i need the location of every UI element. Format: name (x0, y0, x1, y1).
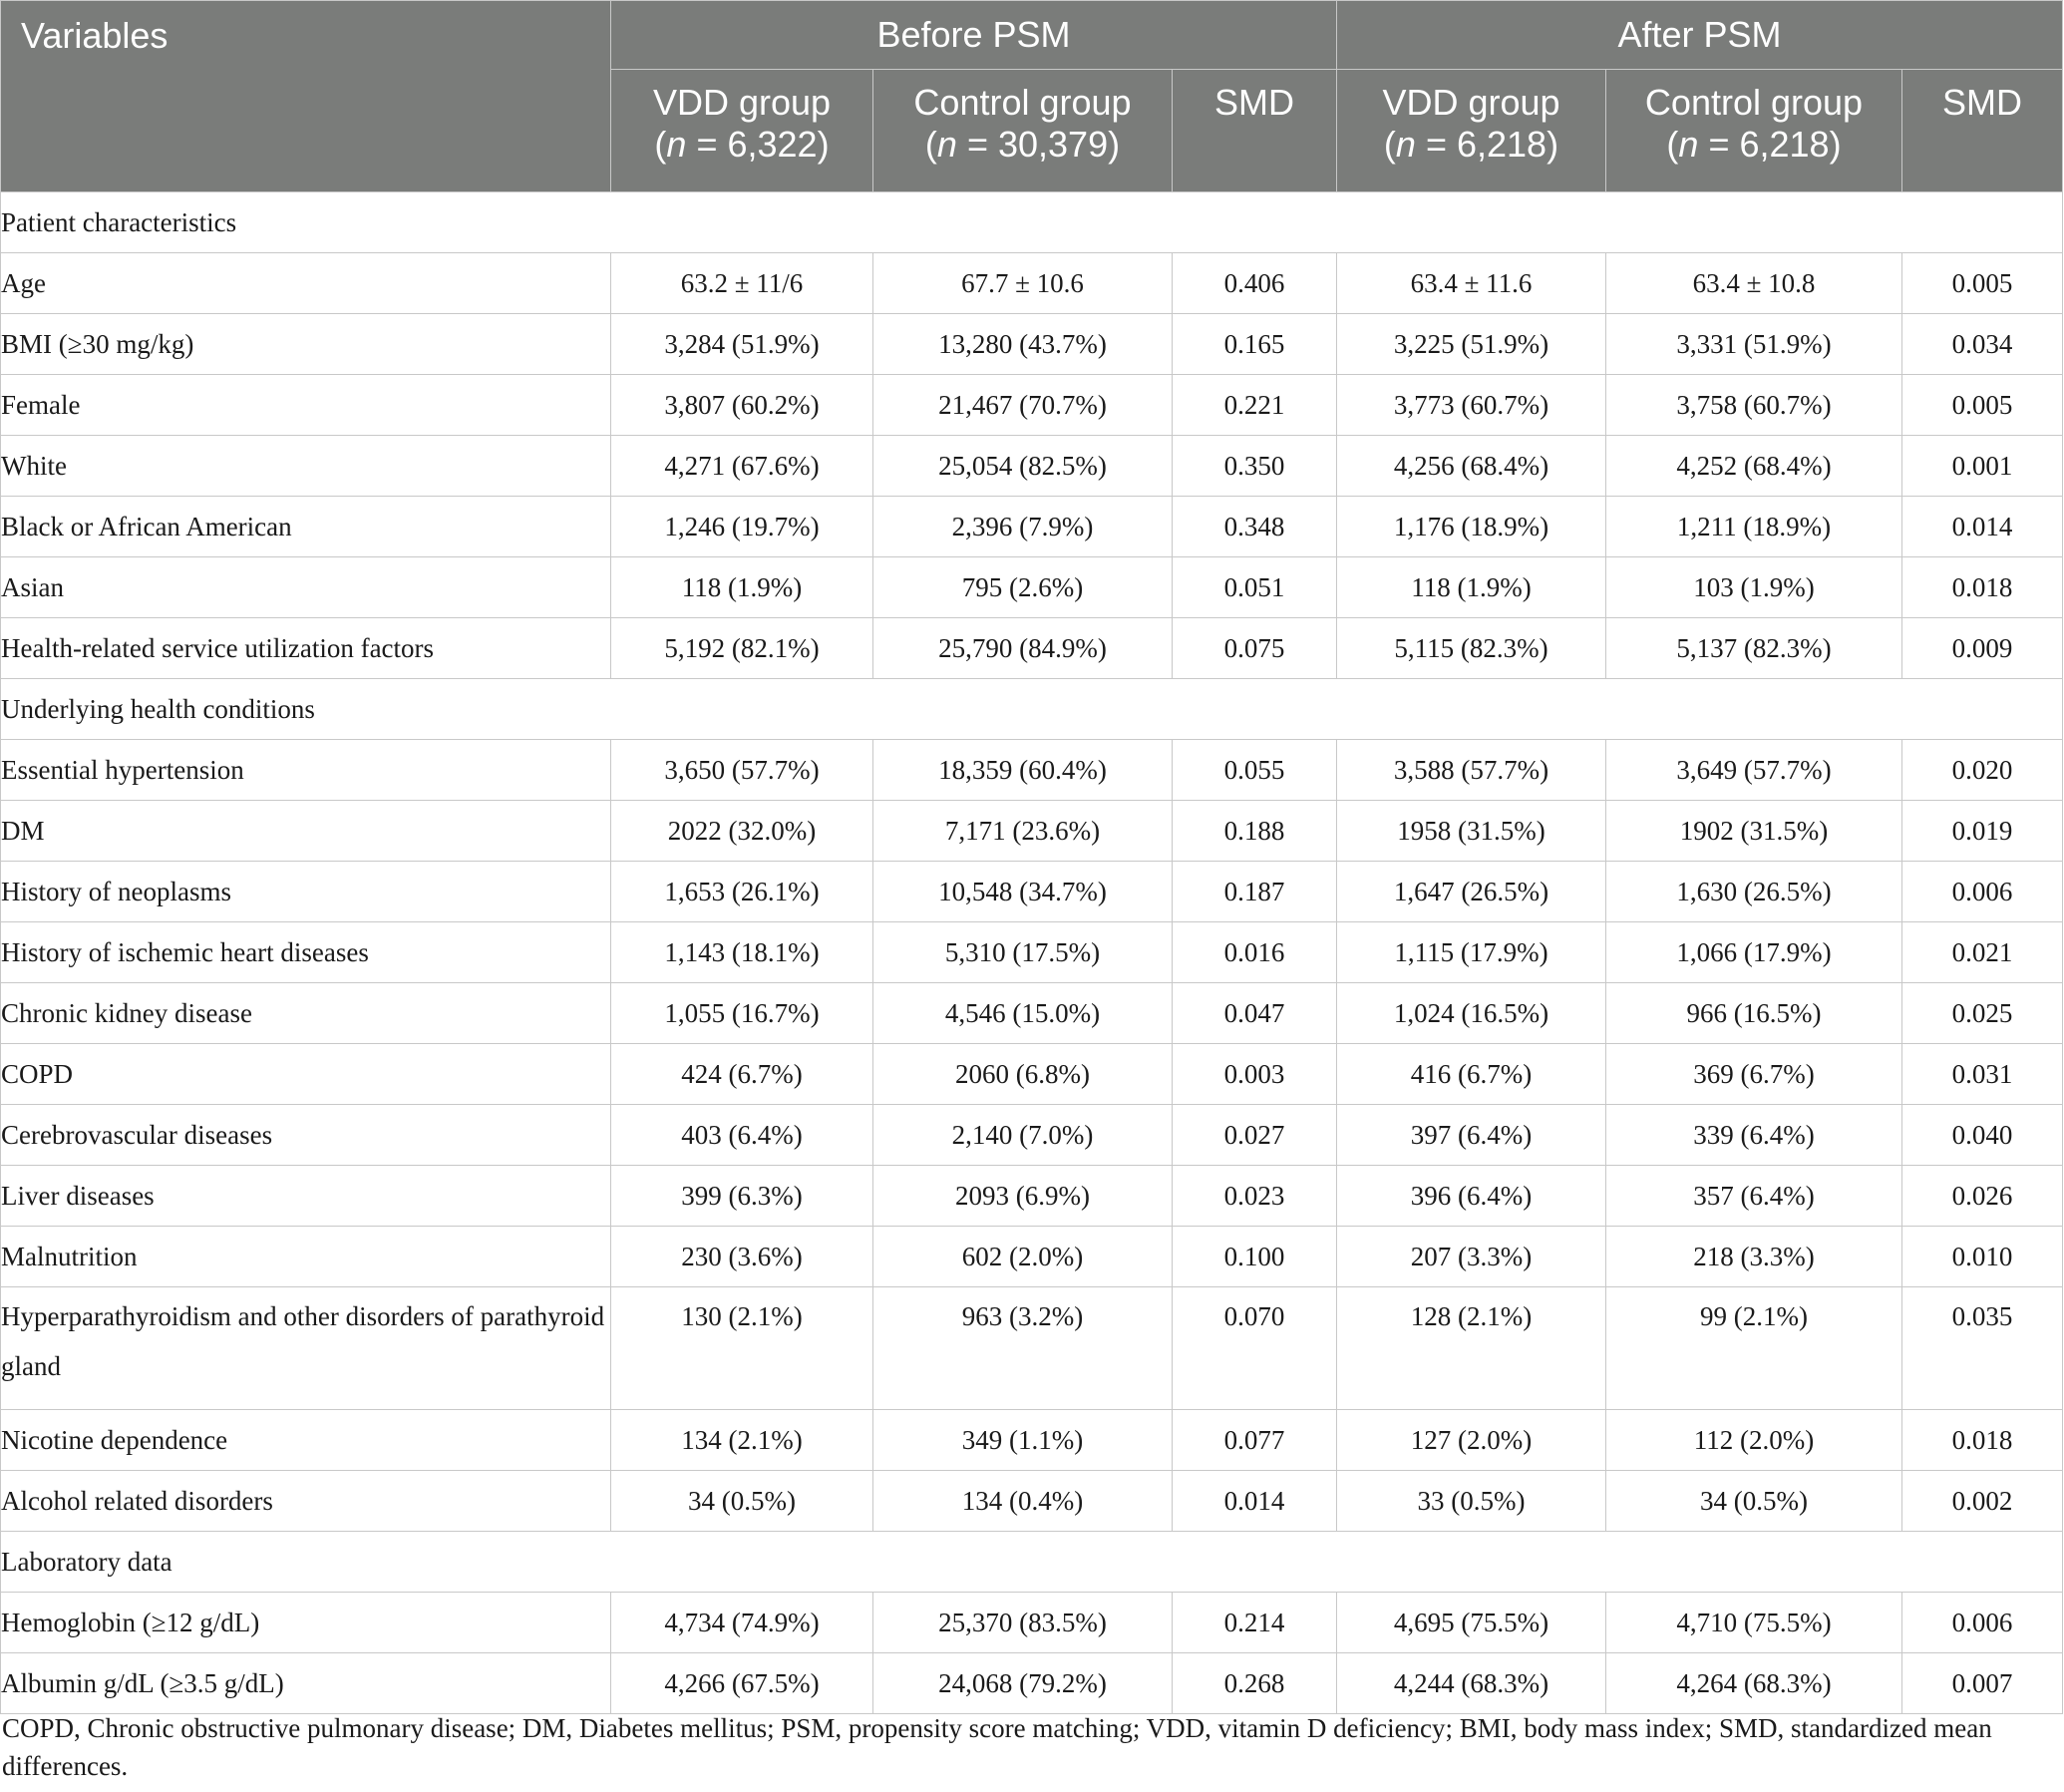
table-row (1, 1227, 2063, 1287)
cell-vdd-after: 416 (6.7%) (1337, 1044, 1606, 1105)
cell-control-after: 5,137 (82.3%) (1606, 618, 1902, 679)
cell-vdd-after: 1,647 (26.5%) (1337, 862, 1606, 922)
table-row (1, 557, 2063, 618)
cell-control-before: 25,370 (83.5%) (873, 1593, 1173, 1653)
header-after-psm: After PSM (1337, 1, 2063, 70)
cell-vdd-before: 230 (3.6%) (611, 1227, 873, 1287)
cell-vdd-after: 396 (6.4%) (1337, 1166, 1606, 1227)
cell-vdd-after: 63.4 ± 11.6 (1337, 253, 1606, 314)
cell-control-after: 3,331 (51.9%) (1606, 314, 1902, 375)
section-title: Laboratory data (1, 1532, 2063, 1593)
header-vdd-after-n: = 6,218) (1415, 124, 1559, 165)
table-footnote: COPD, Chronic obstructive pulmonary disease; DM, Diabetes mellitus; PSM, propensity score matching; VDD, vitamin D deficiency; BMI, body mass index; SMD, standardized mean differences. (2, 1713, 1992, 1781)
cell-smd-after: 0.006 (1902, 1593, 2063, 1653)
cell-vdd-before: 403 (6.4%) (611, 1105, 873, 1166)
table-row (1, 983, 2063, 1044)
cell-variable: DM (1, 801, 611, 862)
cell-smd-before: 0.077 (1173, 1410, 1337, 1471)
cell-smd-before: 0.014 (1173, 1471, 1337, 1532)
cell-control-after: 63.4 ± 10.8 (1606, 253, 1902, 314)
header-n-symbol: n (1678, 124, 1699, 165)
table-row (1, 740, 2063, 801)
header-control-before-label: Control group (913, 82, 1132, 123)
cell-control-before: 25,054 (82.5%) (873, 436, 1173, 497)
cell-vdd-after: 33 (0.5%) (1337, 1471, 1606, 1532)
cell-smd-after: 0.040 (1902, 1105, 2063, 1166)
cell-smd-before: 0.075 (1173, 618, 1337, 679)
cell-vdd-after: 1,024 (16.5%) (1337, 983, 1606, 1044)
header-n-symbol: n (1395, 124, 1416, 165)
cell-vdd-before: 3,650 (57.7%) (611, 740, 873, 801)
cell-control-before: 963 (3.2%) (873, 1287, 1173, 1410)
cell-smd-before: 0.165 (1173, 314, 1337, 375)
cell-control-before: 2,140 (7.0%) (873, 1105, 1173, 1166)
table-body (1, 192, 2063, 1714)
header-vdd-before: VDD group (n = 6,322) (611, 70, 873, 192)
cell-control-after: 4,252 (68.4%) (1606, 436, 1902, 497)
cell-vdd-after: 3,225 (51.9%) (1337, 314, 1606, 375)
cell-control-after: 966 (16.5%) (1606, 983, 1902, 1044)
cell-control-after: 218 (3.3%) (1606, 1227, 1902, 1287)
table-row (1, 1044, 2063, 1105)
cell-vdd-before: 118 (1.9%) (611, 557, 873, 618)
cell-smd-before: 0.100 (1173, 1227, 1337, 1287)
cell-smd-before: 0.003 (1173, 1044, 1337, 1105)
cell-control-after: 1,211 (18.9%) (1606, 497, 1902, 557)
cell-vdd-before: 1,246 (19.7%) (611, 497, 873, 557)
cell-smd-before: 0.406 (1173, 253, 1337, 314)
cell-vdd-after: 3,773 (60.7%) (1337, 375, 1606, 436)
cell-control-after: 1,066 (17.9%) (1606, 922, 1902, 983)
cell-vdd-before: 4,266 (67.5%) (611, 1653, 873, 1714)
header-control-after: Control group (n = 6,218) (1606, 70, 1902, 192)
cell-control-after: 3,649 (57.7%) (1606, 740, 1902, 801)
cell-vdd-before: 5,192 (82.1%) (611, 618, 873, 679)
cell-control-before: 25,790 (84.9%) (873, 618, 1173, 679)
cell-vdd-after: 1958 (31.5%) (1337, 801, 1606, 862)
cell-smd-before: 0.016 (1173, 922, 1337, 983)
cell-variable: Black or African American (1, 497, 611, 557)
cell-vdd-before: 134 (2.1%) (611, 1410, 873, 1471)
cell-smd-after: 0.001 (1902, 436, 2063, 497)
cell-variable: Hyperparathyroidism and other disorders of parathyroid gland (1, 1287, 611, 1410)
cell-variable: Chronic kidney disease (1, 983, 611, 1044)
cell-vdd-before: 399 (6.3%) (611, 1166, 873, 1227)
cell-smd-before: 0.051 (1173, 557, 1337, 618)
cell-vdd-after: 127 (2.0%) (1337, 1410, 1606, 1471)
cell-vdd-before: 2022 (32.0%) (611, 801, 873, 862)
cell-control-after: 112 (2.0%) (1606, 1410, 1902, 1471)
cell-smd-before: 0.027 (1173, 1105, 1337, 1166)
cell-variable: Hemoglobin (≥12 g/dL) (1, 1593, 611, 1653)
cell-smd-after: 0.006 (1902, 862, 2063, 922)
header-n-symbol: n (666, 124, 687, 165)
cell-vdd-after: 397 (6.4%) (1337, 1105, 1606, 1166)
cell-vdd-before: 4,271 (67.6%) (611, 436, 873, 497)
cell-vdd-before: 3,807 (60.2%) (611, 375, 873, 436)
cell-variable: COPD (1, 1044, 611, 1105)
cell-control-after: 4,710 (75.5%) (1606, 1593, 1902, 1653)
header-vdd-after: VDD group (n = 6,218) (1337, 70, 1606, 192)
cell-variable: Albumin g/dL (≥3.5 g/dL) (1, 1653, 611, 1714)
header-smd-before: SMD (1173, 70, 1337, 192)
cell-smd-after: 0.035 (1902, 1287, 2063, 1410)
cell-smd-after: 0.018 (1902, 557, 2063, 618)
table-row (1, 862, 2063, 922)
cell-variable: History of neoplasms (1, 862, 611, 922)
cell-control-before: 18,359 (60.4%) (873, 740, 1173, 801)
cell-vdd-after: 5,115 (82.3%) (1337, 618, 1606, 679)
cell-control-before: 602 (2.0%) (873, 1227, 1173, 1287)
table-row (1, 436, 2063, 497)
cell-smd-after: 0.005 (1902, 375, 2063, 436)
table-row (1, 922, 2063, 983)
header-row-1 (1, 1, 2063, 70)
cell-smd-after: 0.019 (1902, 801, 2063, 862)
cell-smd-after: 0.010 (1902, 1227, 2063, 1287)
cell-control-after: 357 (6.4%) (1606, 1166, 1902, 1227)
cell-control-before: 134 (0.4%) (873, 1471, 1173, 1532)
cell-control-before: 2060 (6.8%) (873, 1044, 1173, 1105)
cell-variable: Malnutrition (1, 1227, 611, 1287)
header-before-psm: Before PSM (611, 1, 1337, 70)
cell-variable: Health-related service utilization factors (1, 618, 611, 679)
cell-control-before: 2,396 (7.9%) (873, 497, 1173, 557)
cell-smd-after: 0.031 (1902, 1044, 2063, 1105)
header-vdd-before-n: = 6,322) (686, 124, 830, 165)
table-row (1, 1653, 2063, 1714)
cell-smd-after: 0.007 (1902, 1653, 2063, 1714)
cell-smd-after: 0.002 (1902, 1471, 2063, 1532)
cell-control-before: 24,068 (79.2%) (873, 1653, 1173, 1714)
cell-smd-before: 0.268 (1173, 1653, 1337, 1714)
section-row (1, 1532, 2063, 1593)
cell-control-before: 5,310 (17.5%) (873, 922, 1173, 983)
table-row (1, 801, 2063, 862)
cell-smd-after: 0.026 (1902, 1166, 2063, 1227)
table-row (1, 1287, 2063, 1410)
cell-control-before: 2093 (6.9%) (873, 1166, 1173, 1227)
cell-smd-before: 0.188 (1173, 801, 1337, 862)
cell-control-before: 795 (2.6%) (873, 557, 1173, 618)
cell-control-after: 99 (2.1%) (1606, 1287, 1902, 1410)
cell-smd-after: 0.018 (1902, 1410, 2063, 1471)
cell-vdd-before: 1,653 (26.1%) (611, 862, 873, 922)
cell-variable: Essential hypertension (1, 740, 611, 801)
header-control-before-n: = 30,379) (956, 124, 1121, 165)
cell-smd-before: 0.070 (1173, 1287, 1337, 1410)
section-title: Patient characteristics (1, 192, 2063, 253)
cell-smd-before: 0.348 (1173, 497, 1337, 557)
cell-variable: Liver diseases (1, 1166, 611, 1227)
cell-vdd-after: 207 (3.3%) (1337, 1227, 1606, 1287)
cell-vdd-before: 3,284 (51.9%) (611, 314, 873, 375)
cell-variable: Age (1, 253, 611, 314)
section-row (1, 192, 2063, 253)
cell-control-before: 7,171 (23.6%) (873, 801, 1173, 862)
header-n-symbol: n (936, 124, 957, 165)
cell-control-after: 34 (0.5%) (1606, 1471, 1902, 1532)
cell-smd-before: 0.221 (1173, 375, 1337, 436)
header-control-after-label: Control group (1644, 82, 1864, 123)
cell-smd-before: 0.350 (1173, 436, 1337, 497)
cell-vdd-after: 3,588 (57.7%) (1337, 740, 1606, 801)
table-row (1, 375, 2063, 436)
header-vdd-before-label: VDD group (652, 82, 832, 123)
cell-smd-before: 0.055 (1173, 740, 1337, 801)
cell-vdd-before: 1,055 (16.7%) (611, 983, 873, 1044)
section-title: Underlying health conditions (1, 679, 2063, 740)
cell-control-after: 369 (6.7%) (1606, 1044, 1902, 1105)
cell-control-after: 103 (1.9%) (1606, 557, 1902, 618)
table-row (1, 1105, 2063, 1166)
cell-control-after: 1,630 (26.5%) (1606, 862, 1902, 922)
cell-vdd-after: 1,176 (18.9%) (1337, 497, 1606, 557)
cell-vdd-before: 34 (0.5%) (611, 1471, 873, 1532)
cell-control-before: 21,467 (70.7%) (873, 375, 1173, 436)
cell-vdd-before: 4,734 (74.9%) (611, 1593, 873, 1653)
cell-vdd-before: 63.2 ± 11/6 (611, 253, 873, 314)
table-row (1, 618, 2063, 679)
cell-variable: Alcohol related disorders (1, 1471, 611, 1532)
cell-control-before: 10,548 (34.7%) (873, 862, 1173, 922)
cell-variable: Nicotine dependence (1, 1410, 611, 1471)
cell-variable: Cerebrovascular diseases (1, 1105, 611, 1166)
cell-smd-after: 0.005 (1902, 253, 2063, 314)
cell-smd-before: 0.214 (1173, 1593, 1337, 1653)
header-variables: Variables (1, 1, 611, 192)
table-row (1, 1593, 2063, 1653)
section-row (1, 679, 2063, 740)
cell-smd-after: 0.021 (1902, 922, 2063, 983)
cell-smd-after: 0.009 (1902, 618, 2063, 679)
cell-vdd-after: 4,695 (75.5%) (1337, 1593, 1606, 1653)
cell-control-after: 4,264 (68.3%) (1606, 1653, 1902, 1714)
table-row (1, 1166, 2063, 1227)
cell-control-after: 3,758 (60.7%) (1606, 375, 1902, 436)
cell-variable: BMI (≥30 mg/kg) (1, 314, 611, 375)
cell-vdd-before: 1,143 (18.1%) (611, 922, 873, 983)
cell-control-before: 4,546 (15.0%) (873, 983, 1173, 1044)
cell-vdd-after: 1,115 (17.9%) (1337, 922, 1606, 983)
cell-vdd-after: 118 (1.9%) (1337, 557, 1606, 618)
cell-vdd-before: 130 (2.1%) (611, 1287, 873, 1410)
cell-smd-before: 0.023 (1173, 1166, 1337, 1227)
header-smd-after: SMD (1902, 70, 2063, 192)
header-control-before: Control group (n = 30,379) (873, 70, 1173, 192)
cell-smd-after: 0.025 (1902, 983, 2063, 1044)
cell-control-after: 1902 (31.5%) (1606, 801, 1902, 862)
cell-variable: Asian (1, 557, 611, 618)
cell-variable: History of ischemic heart diseases (1, 922, 611, 983)
cell-control-after: 339 (6.4%) (1606, 1105, 1902, 1166)
cell-control-before: 349 (1.1%) (873, 1410, 1173, 1471)
table-row (1, 1471, 2063, 1532)
cell-smd-before: 0.047 (1173, 983, 1337, 1044)
header-control-after-n: = 6,218) (1698, 124, 1842, 165)
cell-variable: Female (1, 375, 611, 436)
cell-vdd-after: 128 (2.1%) (1337, 1287, 1606, 1410)
cell-smd-after: 0.034 (1902, 314, 2063, 375)
cell-variable: White (1, 436, 611, 497)
table-row (1, 314, 2063, 375)
cell-vdd-after: 4,256 (68.4%) (1337, 436, 1606, 497)
table-row (1, 497, 2063, 557)
header-vdd-after-label: VDD group (1382, 82, 1560, 123)
cell-vdd-before: 424 (6.7%) (611, 1044, 873, 1105)
cell-smd-after: 0.014 (1902, 497, 2063, 557)
cell-smd-before: 0.187 (1173, 862, 1337, 922)
table-row (1, 1410, 2063, 1471)
cell-control-before: 13,280 (43.7%) (873, 314, 1173, 375)
table-row (1, 253, 2063, 314)
cell-vdd-after: 4,244 (68.3%) (1337, 1653, 1606, 1714)
cell-control-before: 67.7 ± 10.6 (873, 253, 1173, 314)
cell-smd-after: 0.020 (1902, 740, 2063, 801)
